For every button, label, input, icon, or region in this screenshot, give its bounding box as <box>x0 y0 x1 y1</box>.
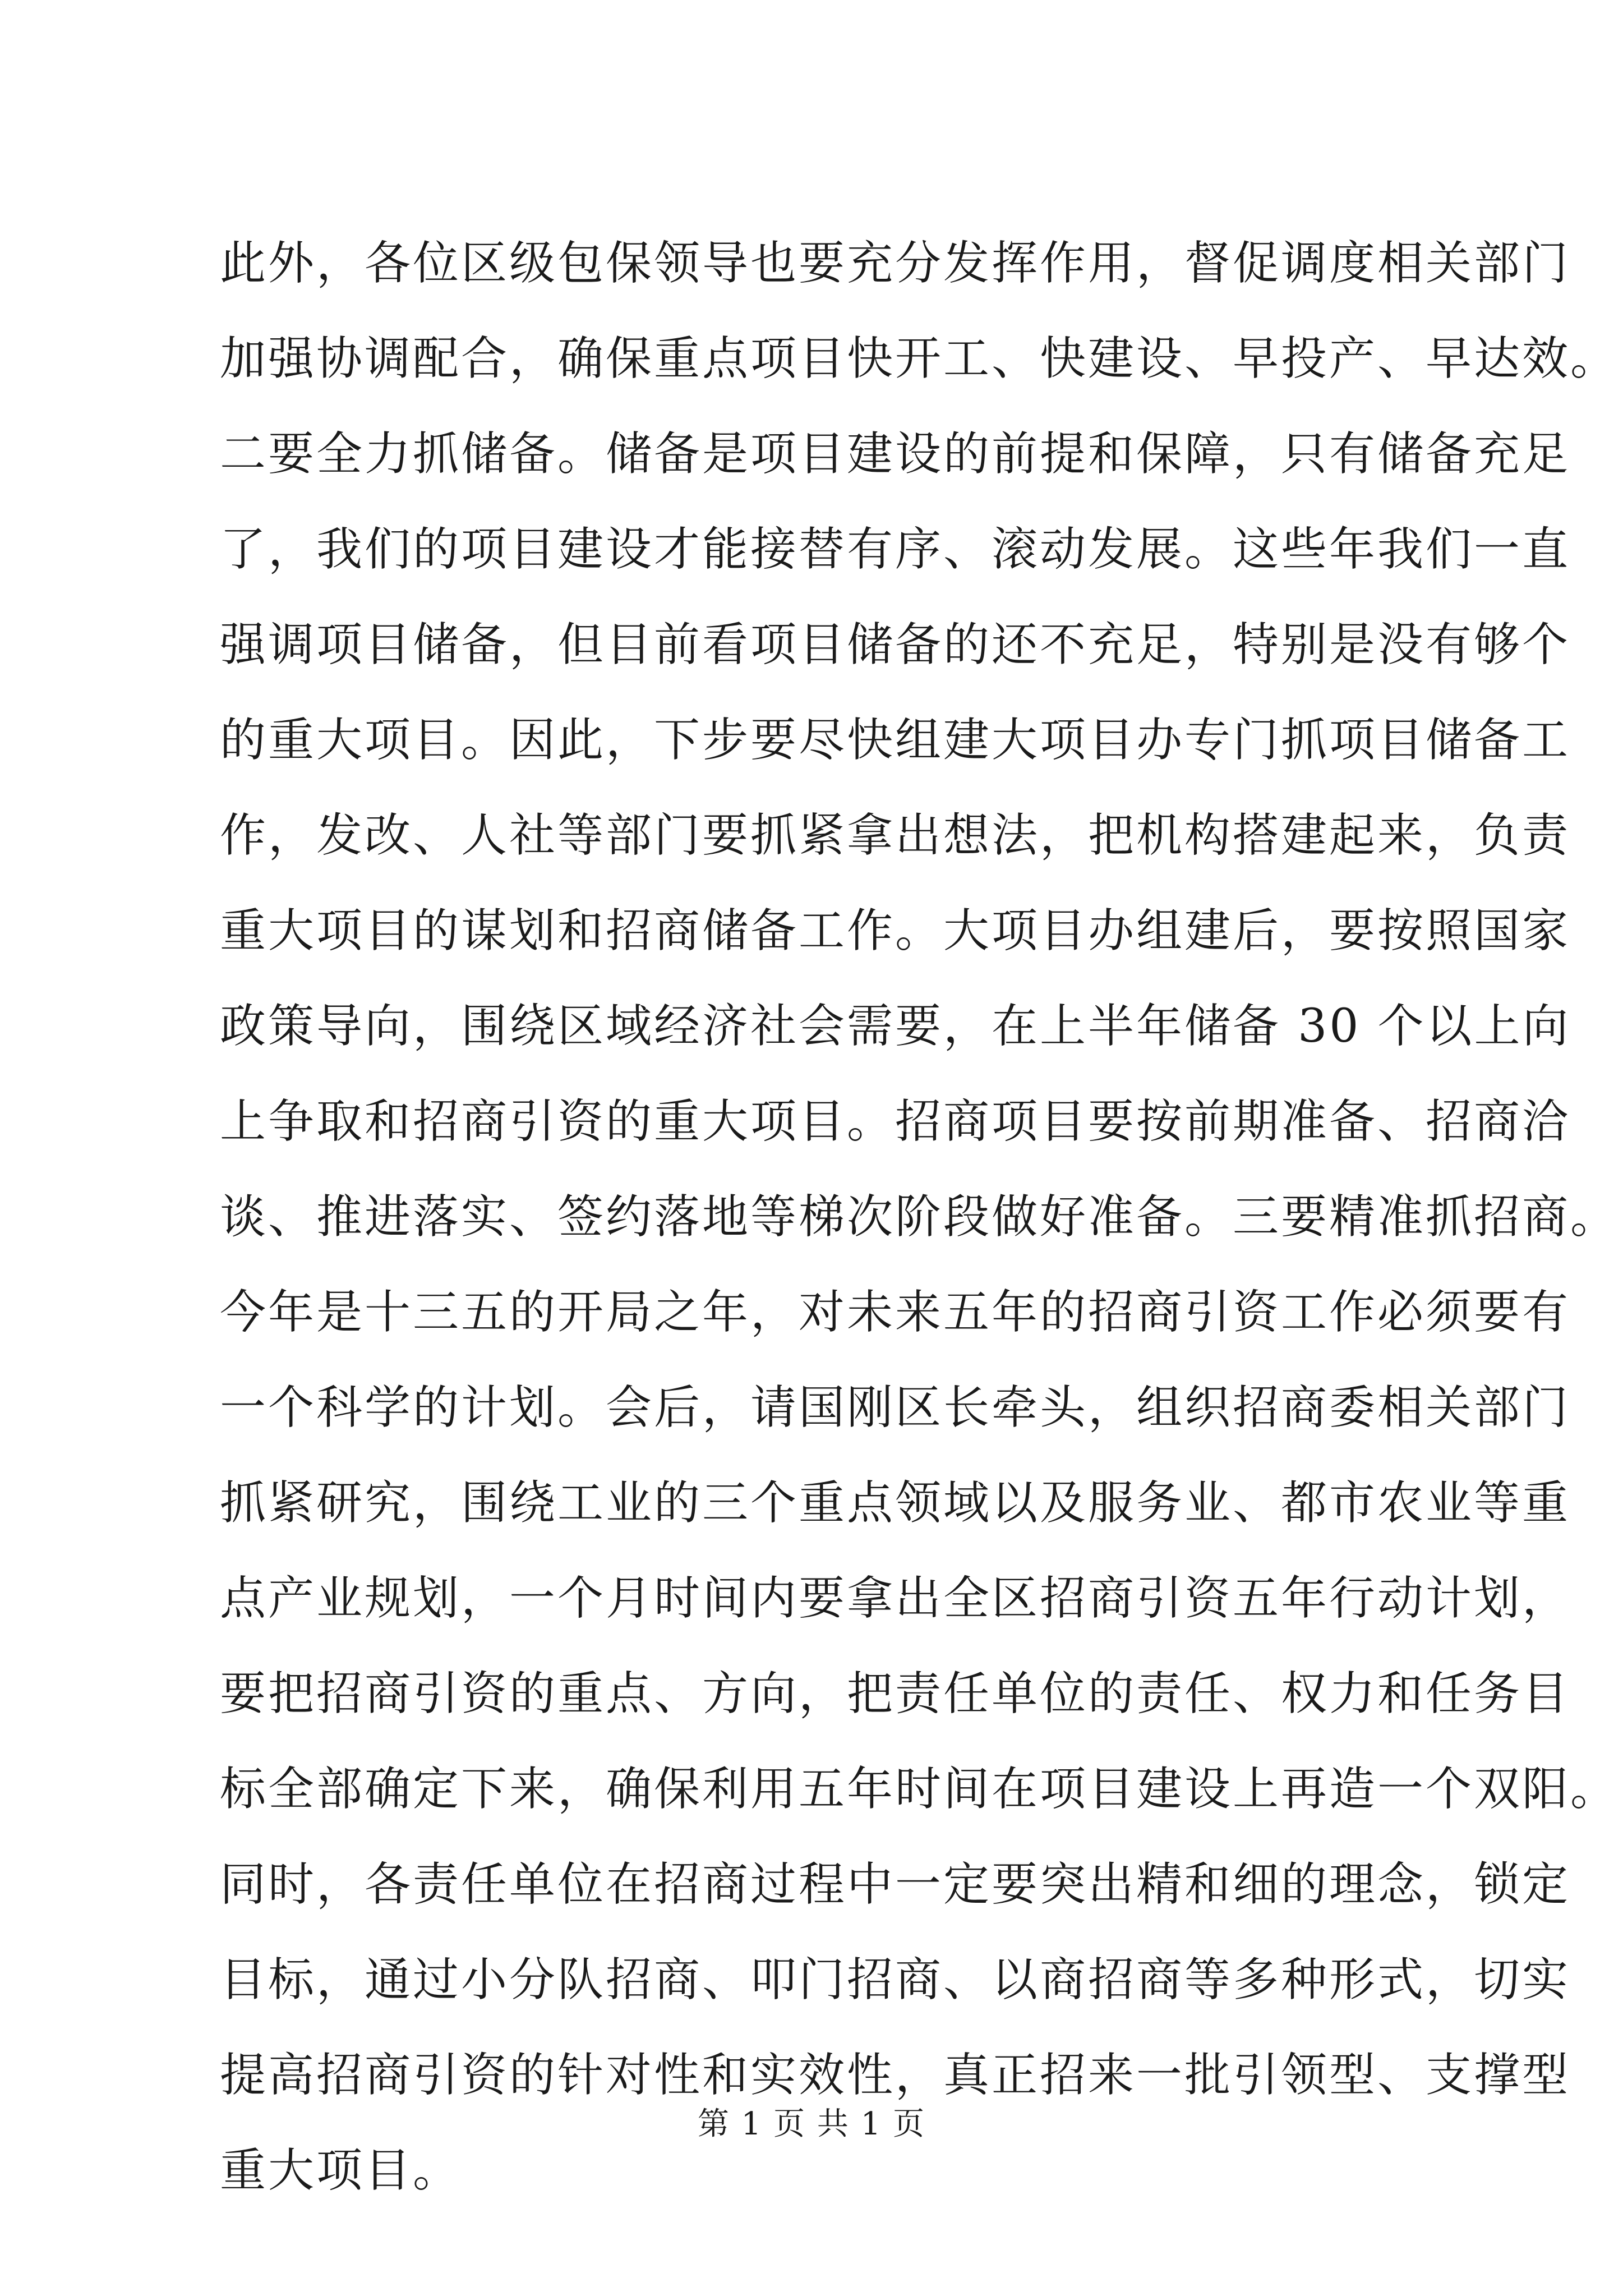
text-line: 作，发改、人社等部门要抓紧拿出想法，把机构搭建起来，负责 <box>220 809 1571 862</box>
text-line: 上争取和招商引资的重大项目。招商项目要按前期准备、招商洽 <box>220 1095 1571 1148</box>
text-line: 目标，通过小分队招商、叩门招商、以商招商等多种形式，切实 <box>220 1953 1571 2007</box>
text-line: 要把招商引资的重点、方向，把责任单位的责任、权力和任务目 <box>220 1667 1571 1720</box>
text-line: 一个科学的计划。会后，请国刚区长牵头，组织招商委相关部门 <box>220 1381 1571 1434</box>
text-line: 加强协调配合，确保重点项目快开工、快建设、早投产、早达效。 <box>220 332 1619 385</box>
text-line: 此外，各位区级包保领导也要充分发挥作用，督促调度相关部门 <box>220 237 1571 290</box>
text-line: 二要全力抓储备。储备是项目建设的前提和保障，只有储备充足 <box>220 427 1571 481</box>
text-line: 点产业规划，一个月时间内要拿出全区招商引资五年行动计划， <box>220 1572 1571 1625</box>
text-line: 了，我们的项目建设才能接替有序、滚动发展。这些年我们一直 <box>220 523 1571 576</box>
text-line: 今年是十三五的开局之年，对未来五年的招商引资工作必须要有 <box>220 1286 1571 1339</box>
text-line: 同时，各责任单位在招商过程中一定要突出精和细的理念，锁定 <box>220 1858 1571 1911</box>
text-line: 强调项目储备，但目前看项目储备的还不充足，特别是没有够个 <box>220 618 1571 671</box>
text-line: 政策导向，围绕区域经济社会需要，在上半年储备 30 个以上向 <box>220 1000 1571 1053</box>
text-line: 提高招商引资的针对性和实效性，真正招来一批引领型、支撑型 <box>220 2049 1571 2102</box>
text-line: 重大项目的谋划和招商储备工作。大项目办组建后，要按照国家 <box>220 904 1571 958</box>
text-line: 的重大项目。因此，下步要尽快组建大项目办专门抓项目储备工 <box>220 714 1571 767</box>
text-line: 标全部确定下来，确保利用五年时间在项目建设上再造一个双阳。 <box>220 1763 1619 1816</box>
text-line: 抓紧研究，围绕工业的三个重点领域以及服务业、都市农业等重 <box>220 1476 1571 1530</box>
page-footer: 第 1 页 共 1 页 <box>697 2106 926 2142</box>
text-line: 重大项目。 <box>220 2144 462 2197</box>
text-line: 谈、推进落实、签约落地等梯次阶段做好准备。三要精准抓招商。 <box>220 1190 1619 1244</box>
